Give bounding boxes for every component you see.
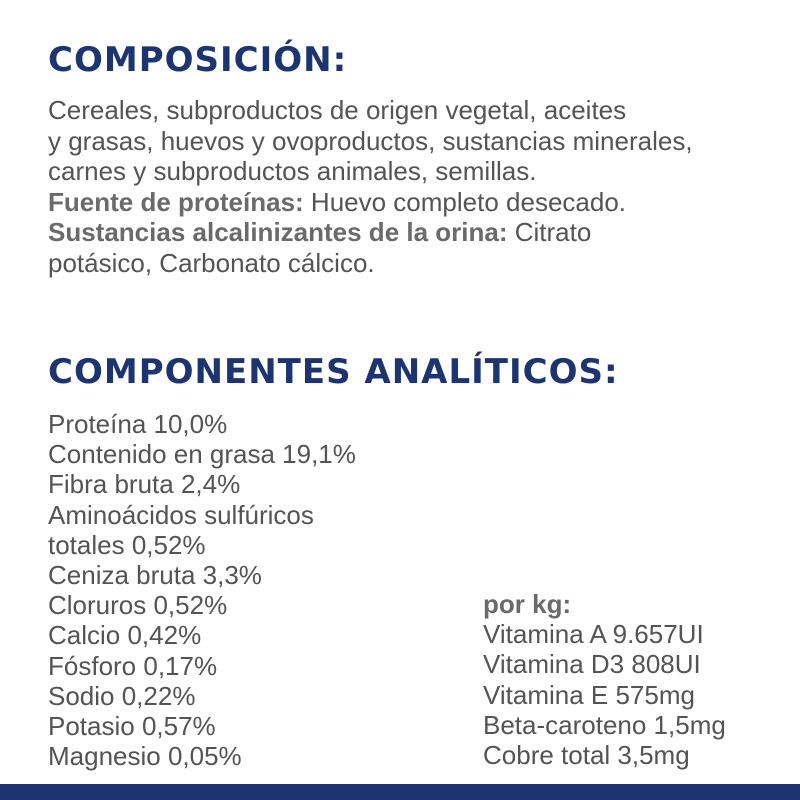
protein-source-line [48, 187, 768, 218]
composition-heading: COMPOSICIÓN: [48, 40, 348, 80]
composition-line: y grasas, huevos y ovoproductos, sustancias minerales, [48, 125, 693, 156]
per-kg-item: Beta-caroteno 1,5mg [483, 709, 726, 740]
per-kg-item: Cobre total 3,5mg [483, 740, 690, 771]
analytical-item: Contenido en grasa 19,1% [48, 439, 356, 470]
per-kg-title: por kg: [483, 589, 572, 619]
per-kg-list [483, 589, 726, 770]
bottom-bar [0, 784, 800, 800]
analytical-item: Magnesio 0,05% [48, 741, 242, 772]
alkalinizing-value: Citrato [507, 217, 592, 247]
analytical-item: Calcio 0,42% [48, 620, 202, 651]
per-kg-item: Vitamina D3 808UI [483, 649, 701, 680]
alkalinizing-line [48, 217, 768, 248]
analytical-item: Ceniza bruta 3,3% [48, 560, 262, 591]
analytical-item: Sodio 0,22% [48, 680, 196, 711]
composition-line: carnes y subproductos animales, semillas. [48, 156, 537, 186]
alkalinizing-label: Sustancias alcalinizantes de la orina: [48, 217, 508, 247]
composition-text [48, 95, 768, 278]
analytical-item: totales 0,52% [48, 529, 206, 560]
analytical-heading: COMPONENTES ANALÍTICOS: [48, 352, 619, 392]
protein-source-value: Huevo completo desecado. [303, 186, 627, 217]
analytical-item: Fósforo 0,17% [48, 650, 218, 681]
per-kg-item: Vitamina E 575mg [483, 679, 695, 710]
analytical-item: Fibra bruta 2,4% [48, 469, 241, 500]
analytical-item: Potasio 0,57% [48, 711, 216, 742]
analytical-item: Aminoácidos sulfúricos [48, 499, 314, 530]
analytical-item: Cloruros 0,52% [48, 590, 228, 621]
analytical-item: Proteína 10,0% [48, 409, 228, 439]
analytical-list [48, 409, 356, 771]
protein-source-label: Fuente de proteínas: [48, 186, 304, 217]
alkalinizing-line-2: potásico, Carbonato cálcico. [48, 247, 375, 278]
composition-line: Cereales, subproductos de origen vegetal, aceites [48, 95, 627, 125]
per-kg-item: Vitamina A 9.657UI [483, 619, 704, 650]
